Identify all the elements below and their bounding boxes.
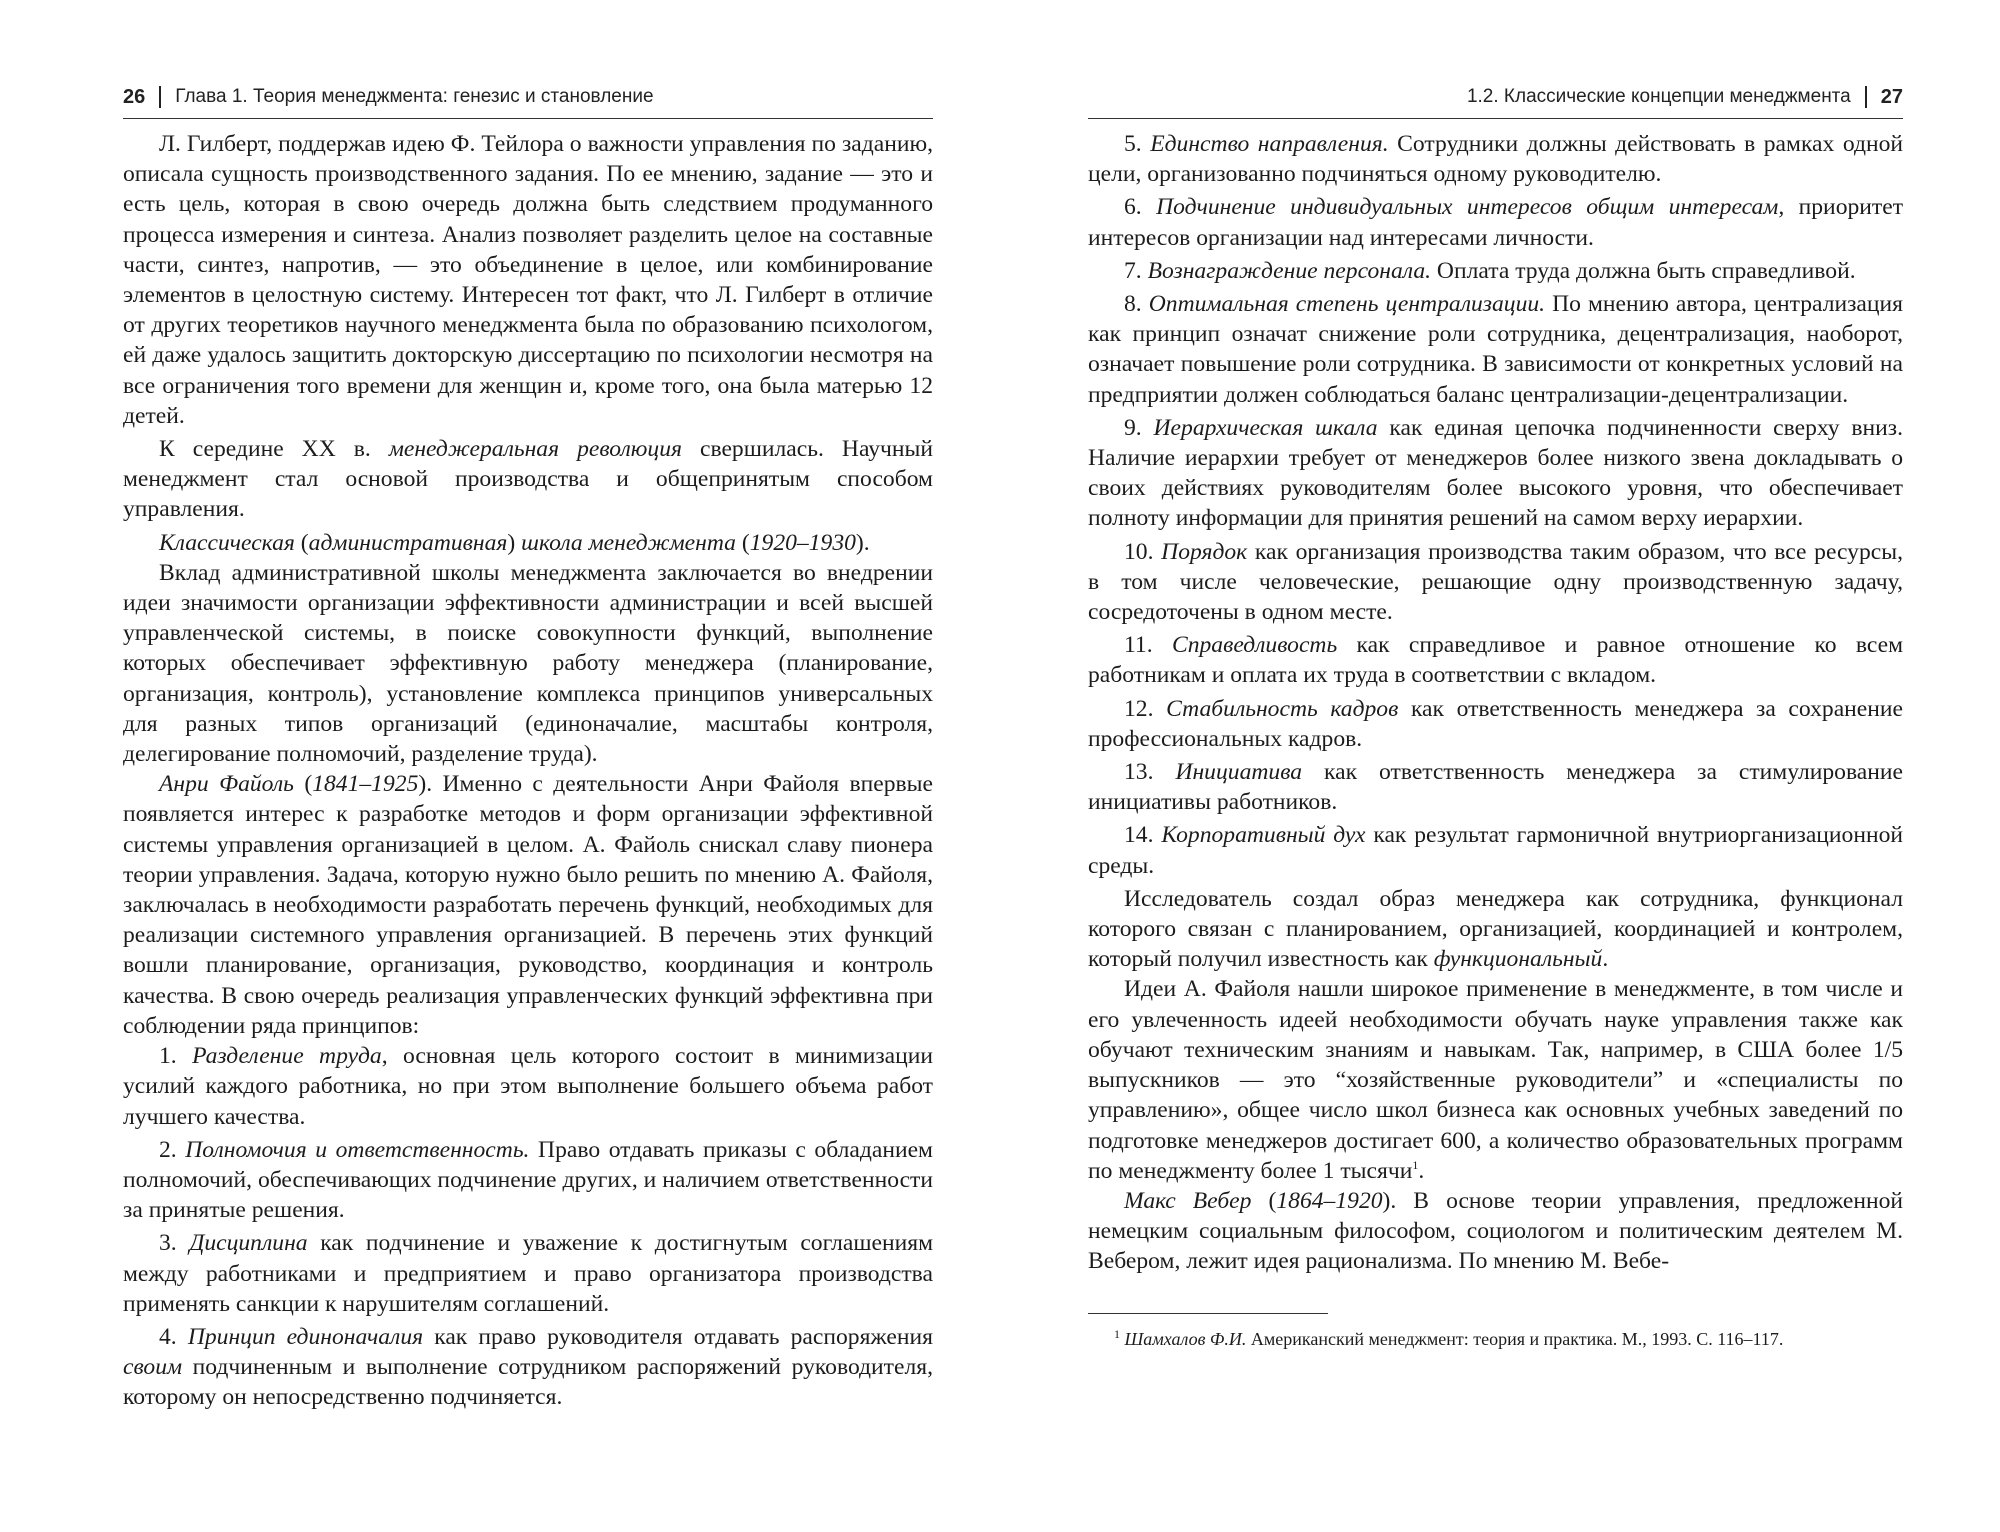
paragraph: Л. Гилберт, поддержав идею Ф. Тейлора о важности управления по заданию, описала сущность производственного задания. По ее мнению, задание — это и есть цель, которая в свою очередь должна быть следствием продуманного процесса измерения и синтеза. Анализ позволяет разделить целое на составные части, синтез, напротив, — это объединение в целое, или комбинирование элементов в целостную систему. Интересен тот факт, что Л. Гилберт в отличие от других теоретиков научного менеджмента была по образованию психологом, ей даже удалось защитить докторскую диссертацию по психологии несмотря на все ограничения того времени для женщин и, кроме того, она была матерью 12 детей.	[123, 131, 933, 429]
list-item: 6. Подчинение индивидуальных интересов общим интересам, приоритет интересов организации над интересами личности.	[1088, 194, 1904, 251]
footnote-rule	[1088, 1313, 1328, 1314]
right-page	[1088, 84, 1903, 1352]
list-item: 8. Оптимальная степень централизации. По мнению автора, централизация как принцип означат снижение роли сотрудника, децентрализация, наоборот, означает повышение роли сотрудника. В зависимости от конкретных условий на предприятии должен соблюдаться баланс централизации-децентрализации.	[1088, 291, 1904, 408]
list-item: 9. Иерархическая шкала как единая цепочка подчиненности сверху вниз. Наличие иерархии требует от менеджеров более низкого звена докладывать о своих действиях руководителям более высокого уровня, что обеспечивает полноту информации для принятия решений на самом верху иерархии.	[1088, 414, 1903, 532]
list-item: 3. Дисциплина как подчинение и уважение к достигнутым соглашениям между работниками и предприятием и право организатора производства применять санкции к нарушителям соглашений.	[123, 1230, 933, 1317]
page-number: 27	[1880, 86, 1903, 108]
list-item: 4. Принцип единоначалия как право руководителя отдавать распоряжения своим подчиненным и выполнение сотрудником распоряжений руководителя, которому он непосредственно подчиняется.	[123, 1323, 933, 1411]
italic-term: Анри Файоль	[159, 771, 294, 798]
chapter-title: Глава 1. Теория менеджмента: генезис и становление	[175, 86, 654, 107]
body-text-right	[1088, 129, 1903, 1277]
body-text-left	[123, 129, 933, 1413]
footnote-ref: 1	[1412, 1157, 1419, 1172]
paragraph: Вклад административной школы менеджмента заключается во внедрении идеи значимости организации эффективности администрации и всей высшей управленческой системы, в поиске совокупности функций, выполнение которых обеспечивает эффективную работу менеджера (планирование, организация, контроль), установление комплекса принципов универсальных для разных типов организаций (единоначалие, масштабы контроля, делегирование полномочий, разделение труда).	[123, 559, 933, 768]
list-item: 2. Полномочия и ответственность. Право отдавать приказы с обладанием полномочий, обеспечивающих подчинение других, и наличием ответственности за принятые решения.	[123, 1136, 933, 1224]
list-item: 12. Стабильность кадров как ответственность менеджера за сохранение профессиональных кадров.	[1088, 695, 1903, 752]
paragraph: Исследователь создал образ менеджера как сотрудника, функционал которого связан с планированием, организацией, координацией и контролем, который получил известность как функциональный.	[1088, 885, 1903, 973]
footnote-marker: 1	[1114, 1326, 1120, 1341]
paragraph: Макс Вебер (1864–1920). В основе теории управления, предложенной немецким социальным философом, социологом и политическим деятелем М. Вебером, лежит идея рационализма. По мнению М. Вебе-	[1088, 1187, 1903, 1275]
italic-term: менеджеральная революция	[388, 436, 682, 463]
header-divider	[1865, 86, 1867, 108]
list-item: 5. Единство направления. Сотрудники должны действовать в рамках одной цели, организованно подчиняться одному руководителю.	[1088, 131, 1903, 188]
footnote-author: Шамхалов Ф.И.	[1124, 1328, 1247, 1349]
section-title: 1.2. Классические концепции менеджмента	[1466, 86, 1851, 107]
paragraph: Анри Файоль (1841–1925). Именно с деятельности Анри Файоля впервые появляется интерес к разработке методов и форм организации эффективной системы управления организацией в целом. А. Файоль снискал славу пионера теории управления. Задача, которую нужно было решить по мнению А. Файоля, заключалась в необходимости разработать перечень функций, необходимых для реализации системного управления организацией. В перечень этих функций вошли планирование, организация, руководство, координация и контроль качества. В свою очередь реализация управленческих функций эффективна при соблюдении ряда принципов:	[123, 771, 933, 1039]
list-item: 11. Справедливость как справедливое и равное отношение ко всем работникам и оплата их труда в соответствии с вкладом.	[1088, 632, 1903, 689]
list-item: 1. Разделение труда, основная цель которого состоит в минимизации усилий каждого работника, но при этом выполнение большего объема работ лучшего качества.	[123, 1043, 934, 1130]
section-heading: Классическая (административная) школа менеджмента (1920–1930).	[159, 529, 870, 556]
running-header-left	[123, 84, 933, 119]
paragraph: Идеи А. Файоля нашли широкое применение в менеджменте, в том числе и его увлеченность идеей необходимости обучать науке управления также как обучают техническим знаниям и навыкам. Так, например, в США более 1/5 выпускников — это “хозяйственные руководители” и «специалисты по управлению», общее число школ бизнеса как основных учебных заведений по подготовке менеджеров достигает 600, а количество образовательных программ по менеджменту более 1 тысячи$^1$.	[1088, 976, 1903, 1184]
footnote: $^1$ Шамхалов Ф.И. Американский менеджмент: теория и практика. М., 1993. С. 116–117.	[1114, 1326, 1784, 1349]
list-item: 10. Порядок как организация производства таким образом, что все ресурсы, в том числе человеческие, решающие одну производственную задачу, сосредоточены в одном месте.	[1088, 538, 1903, 626]
page-number: 26	[123, 86, 146, 108]
left-page	[123, 84, 933, 1413]
paragraph: К середине XX в. менеджеральная революция свершилась. Научный менеджмент стал основой производства и общепринятым способом управления.	[123, 436, 933, 523]
list-item: 13. Инициатива как ответственность менеджера за стимулирование инициативы работников.	[1088, 759, 1903, 816]
list-item: 7. Вознаграждение персонала. Оплата труда должна быть справедливой.	[1124, 257, 1856, 284]
list-item: 14. Корпоративный дух как результат гармоничной внутриорганизационной среды.	[1088, 822, 1904, 879]
running-header-right	[1088, 84, 1903, 119]
header-divider	[159, 86, 161, 108]
